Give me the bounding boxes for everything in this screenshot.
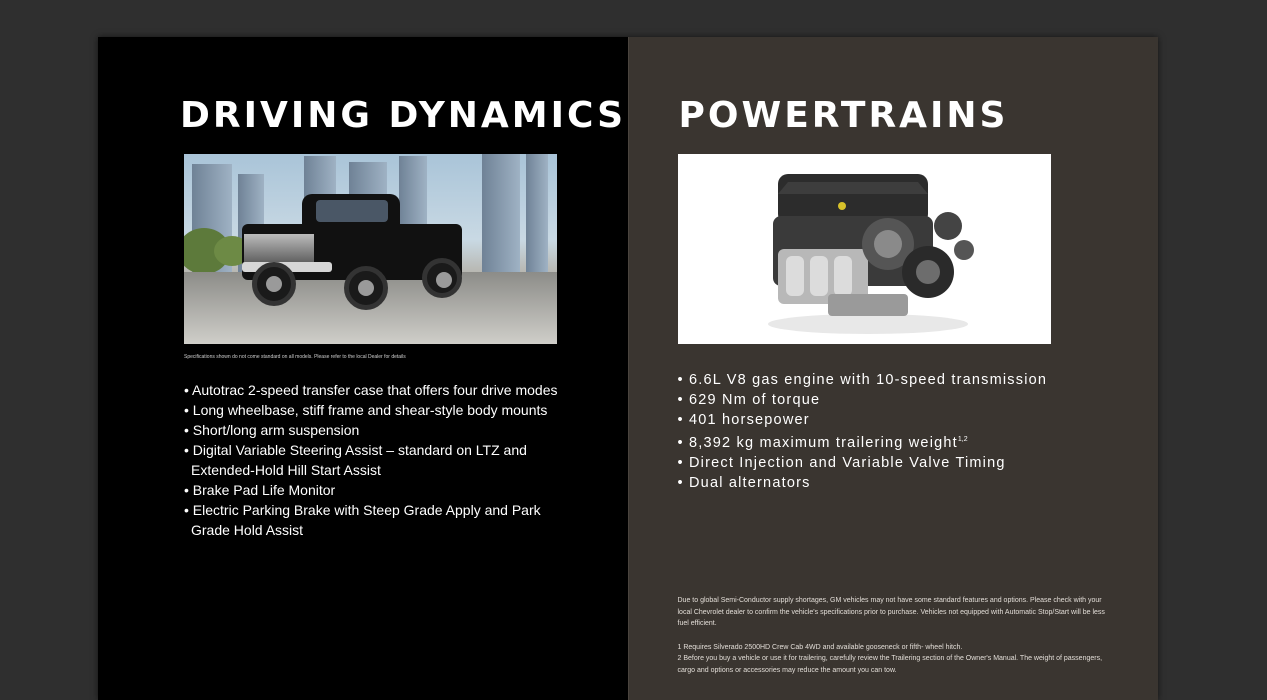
list-item: • 6.6L V8 gas engine with 10-speed transmission <box>677 372 1048 388</box>
trailering-weight-text: • 8,392 kg maximum trailering weight <box>677 434 958 451</box>
list-item <box>678 430 1098 453</box>
driving-dynamics-page <box>98 37 628 700</box>
driving-dynamics-list <box>184 380 564 540</box>
truck-photo <box>184 154 557 344</box>
list-item: • 629 Nm of torque <box>677 392 821 408</box>
footnote-1: 1 Requires Silverado 2500HD Crew Cab 4WD and available gooseneck or fifth- wheel hitch. <box>677 644 963 651</box>
list-item: • Electric Parking Brake with Steep Grade Apply and Park Grade Hold Assist <box>184 502 541 538</box>
brochure-spread <box>98 37 1158 700</box>
list-item: • 401 horsepower <box>677 412 810 428</box>
footnote-2: 2 Before you buy a vehicle or use it for trailering, carefully review the Trailering section of the Owner's Manual. The weight of passengers, cargo and options or accessories may reduce the amount you can tow. <box>677 655 1103 674</box>
photo-disclaimer: Specifications shown do not come standard on all models. Please refer to the local Dealer for details <box>184 354 406 360</box>
list-item: • Long wheelbase, stiff frame and shear-style body mounts <box>184 402 548 418</box>
list-item: • Dual alternators <box>677 474 811 491</box>
engine-photo <box>678 154 1051 344</box>
driving-dynamics-heading: DRIVING DYNAMICS <box>180 95 627 136</box>
footnote-reference: 1,2 <box>957 436 968 443</box>
list-item: • Autotrac 2-speed transfer case that offers four drive modes <box>184 382 558 398</box>
list-item: • Short/long arm suspension <box>184 422 360 438</box>
powertrains-list <box>678 370 1098 493</box>
powertrains-heading: POWERTRAINS <box>678 95 1009 136</box>
list-item: • Direct Injection and Variable Valve Timing <box>677 454 1006 471</box>
list-item: • Brake Pad Life Monitor <box>184 482 336 498</box>
powertrains-page <box>628 37 1159 700</box>
list-item: • Digital Variable Steering Assist – standard on LTZ and Extended-Hold Hill Start Assist <box>184 442 527 478</box>
engine-illustration <box>678 154 1051 344</box>
supply-disclaimer: Due to global Semi-Conductor supply shortages, GM vehicles may not have some standard features and options. Please check with your local Chevrolet dealer to confirm the vehicle's specifications prior to purchase. Vehicles not equipped with Automatic Stop/Start will be less fuel efficient. <box>677 597 1105 627</box>
